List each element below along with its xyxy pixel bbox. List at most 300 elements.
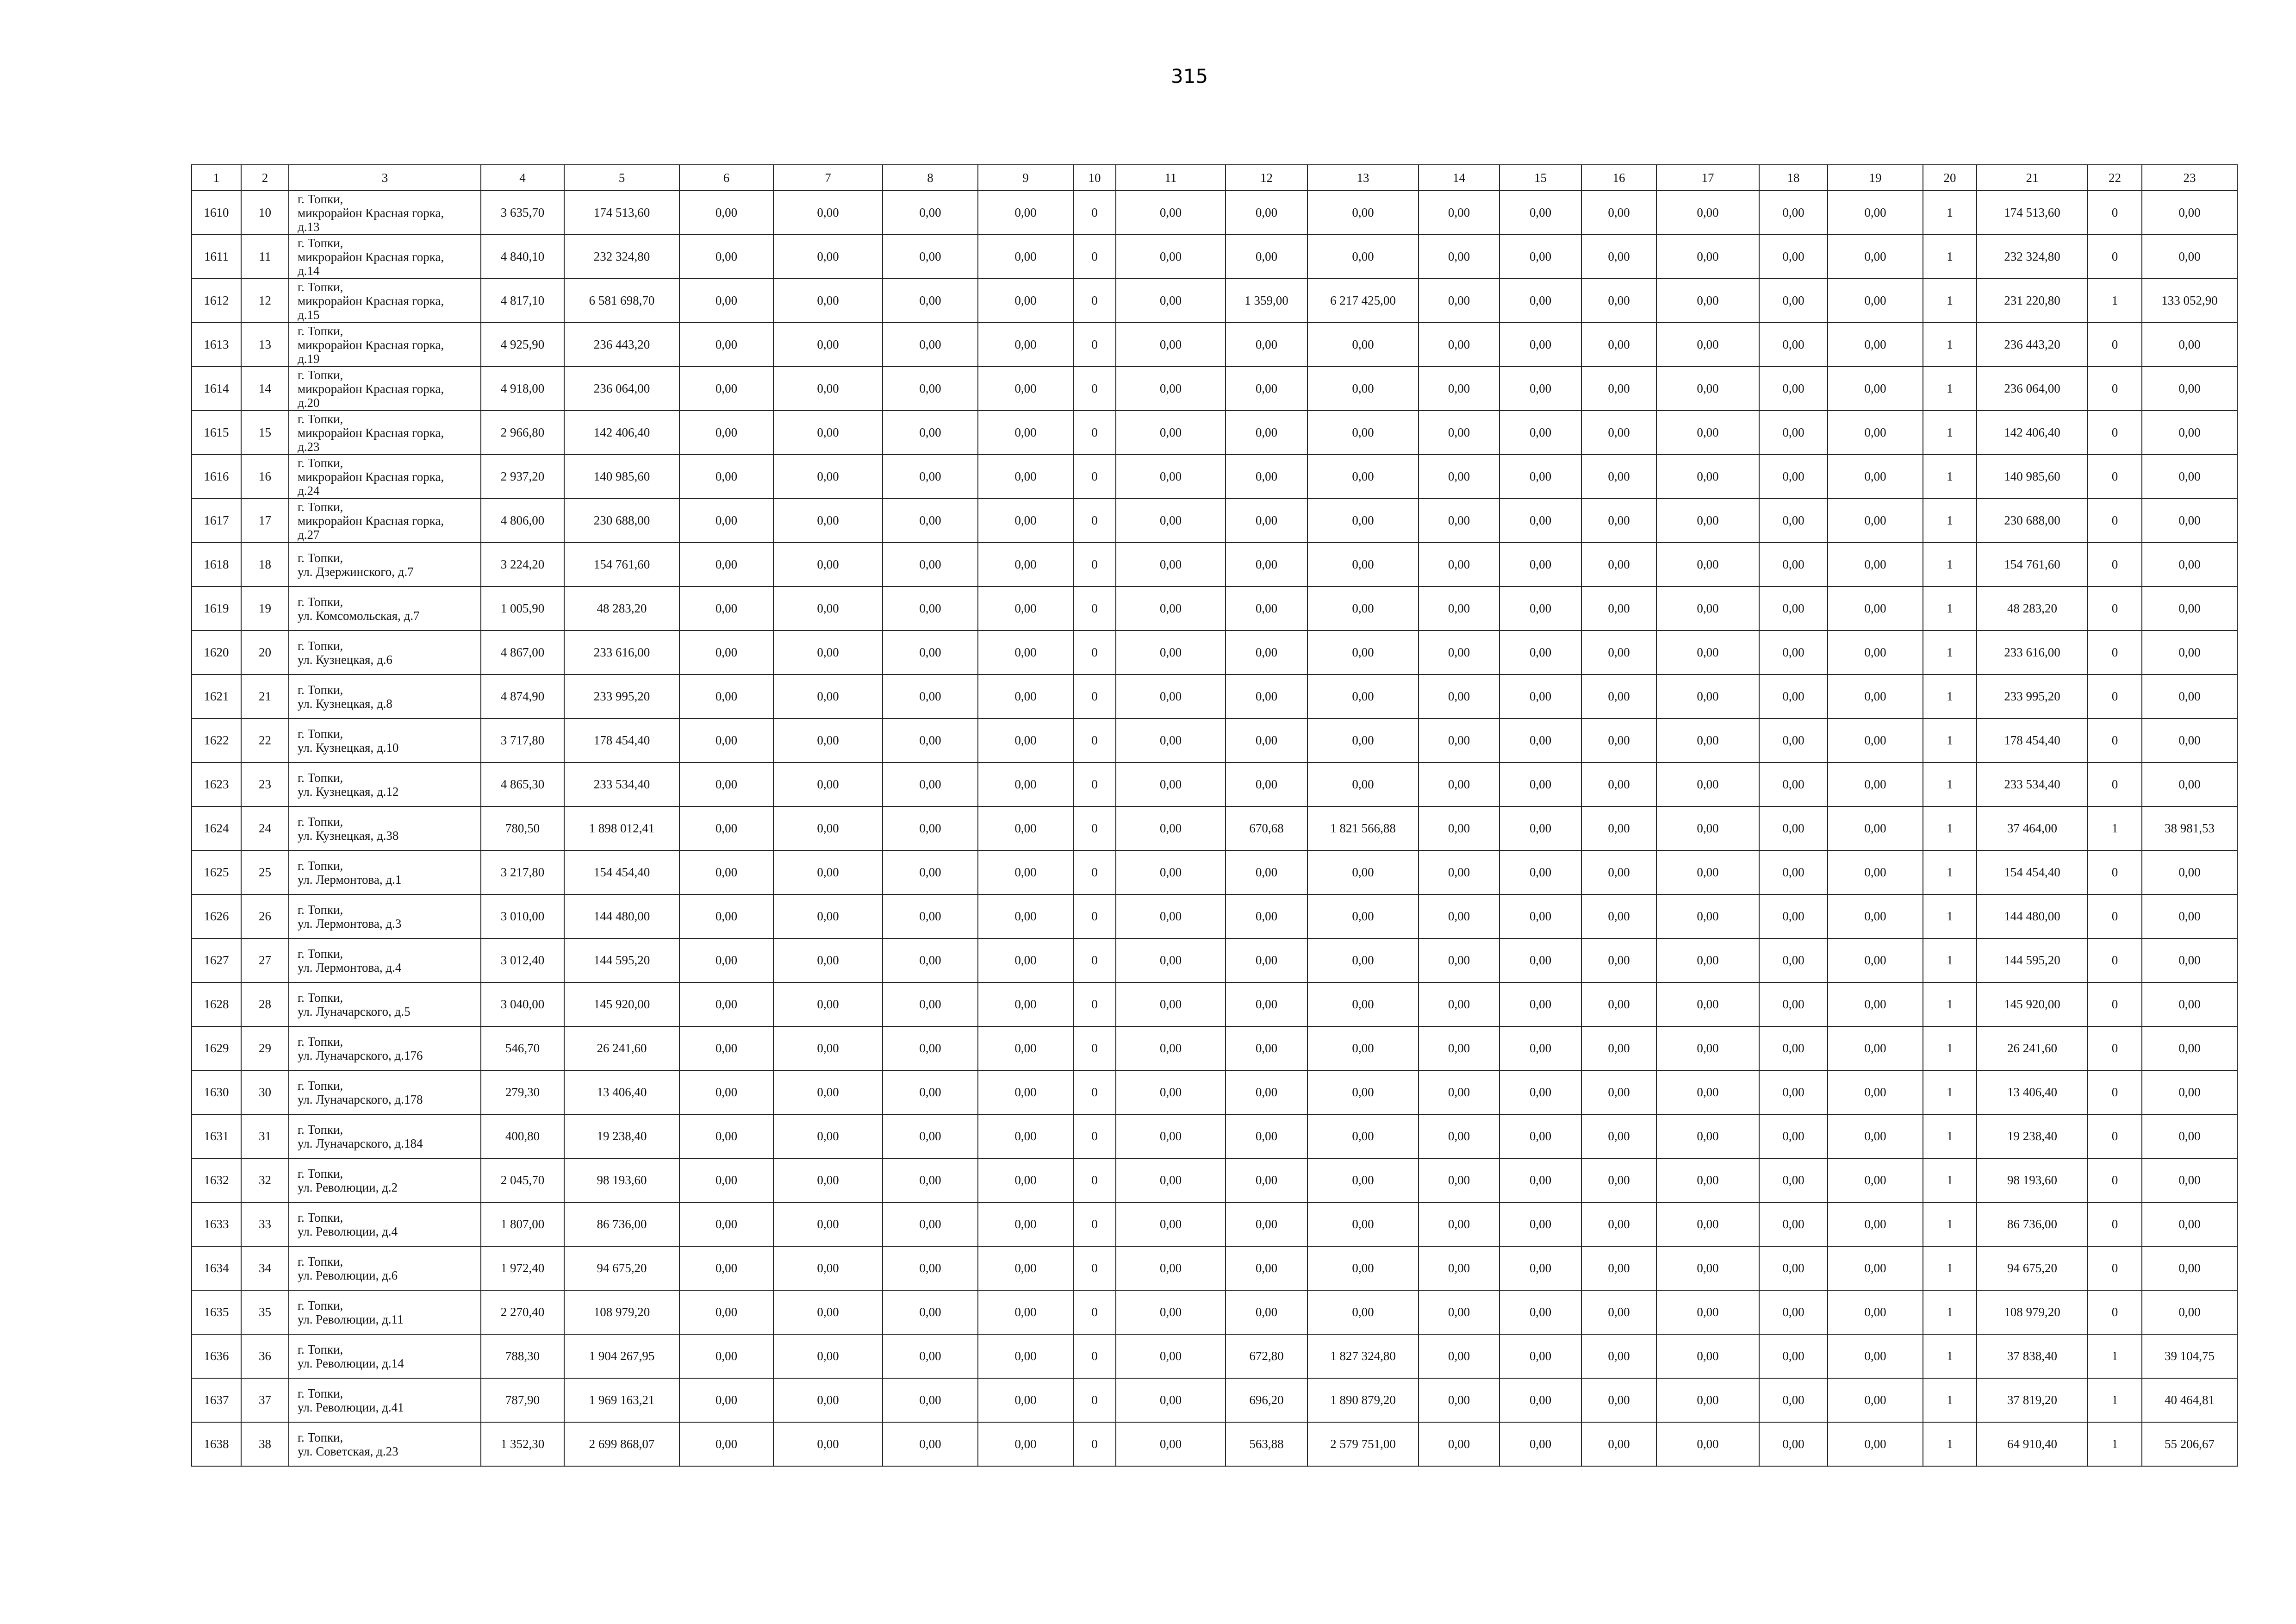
cell-c13: 1 890 879,20 [1307, 1378, 1419, 1422]
cell-c20: 1 [1923, 1378, 1977, 1422]
cell-n: 1629 [192, 1026, 241, 1070]
column-header: 6 [679, 165, 773, 191]
cell-c19: 0,00 [1828, 499, 1923, 543]
cell-c5: 98 193,60 [564, 1158, 679, 1202]
cell-c23: 55 206,67 [2142, 1422, 2237, 1466]
cell-c22: 0 [2088, 587, 2142, 631]
cell-c10: 0 [1073, 1070, 1116, 1114]
cell-c15: 0,00 [1500, 1158, 1581, 1202]
cell-c8: 0,00 [883, 279, 978, 323]
cell-c16: 0,00 [1581, 1026, 1656, 1070]
address-city: г. Топки, [298, 1034, 343, 1049]
cell-c9: 0,00 [978, 367, 1073, 411]
cell-c23: 0,00 [2142, 455, 2237, 499]
cell-k: 16 [241, 455, 289, 499]
cell-c16: 0,00 [1581, 631, 1656, 675]
cell-c20: 1 [1923, 323, 1977, 367]
cell-c7: 0,00 [773, 235, 883, 279]
cell-c5: 86 736,00 [564, 1202, 679, 1246]
cell-c13: 1 821 566,88 [1307, 806, 1419, 850]
cell-c12: 0,00 [1226, 1158, 1307, 1202]
column-header: 1 [192, 165, 241, 191]
table-row [192, 1158, 2237, 1202]
cell-c22: 0 [2088, 1114, 2142, 1158]
cell-c7: 0,00 [773, 718, 883, 762]
cell-c6: 0,00 [679, 850, 773, 894]
cell-c21: 86 736,00 [1977, 1202, 2088, 1246]
cell-c5: 233 995,20 [564, 675, 679, 718]
address-house: д.13 [298, 219, 320, 234]
cell-c4: 2 270,40 [481, 1290, 564, 1334]
cell-c21: 144 480,00 [1977, 894, 2088, 938]
cell-c4: 1 352,30 [481, 1422, 564, 1466]
cell-c21: 37 464,00 [1977, 806, 2088, 850]
cell-c15: 0,00 [1500, 1202, 1581, 1246]
address-addr: ул. Луначарского, д.184 [298, 1136, 423, 1150]
cell-n: 1612 [192, 279, 241, 323]
cell-c19: 0,00 [1828, 1290, 1923, 1334]
address-city: г. Топки, [298, 990, 343, 1005]
cell-c23: 40 464,81 [2142, 1378, 2237, 1422]
cell-c4: 787,90 [481, 1378, 564, 1422]
address-addr: ул. Лермонтова, д.3 [298, 916, 402, 931]
cell-c9: 0,00 [978, 718, 1073, 762]
cell-c10: 0 [1073, 631, 1116, 675]
cell-c21: 178 454,40 [1977, 718, 2088, 762]
cell-c23: 0,00 [2142, 718, 2237, 762]
cell-c7: 0,00 [773, 543, 883, 587]
cell-c9: 0,00 [978, 455, 1073, 499]
cell-c5: 1 969 163,21 [564, 1378, 679, 1422]
cell-c6: 0,00 [679, 894, 773, 938]
cell-c11: 0,00 [1116, 455, 1226, 499]
cell-c7: 0,00 [773, 1114, 883, 1158]
address-cell [289, 411, 481, 455]
table-row [192, 894, 2237, 938]
cell-k: 18 [241, 543, 289, 587]
table-row [192, 762, 2237, 806]
cell-k: 12 [241, 279, 289, 323]
cell-c10: 0 [1073, 1290, 1116, 1334]
cell-c9: 0,00 [978, 1334, 1073, 1378]
cell-c6: 0,00 [679, 279, 773, 323]
cell-k: 35 [241, 1290, 289, 1334]
cell-c17: 0,00 [1656, 235, 1759, 279]
address-house: д.23 [298, 439, 320, 454]
address-cell [289, 982, 481, 1026]
cell-c20: 1 [1923, 762, 1977, 806]
cell-c15: 0,00 [1500, 1114, 1581, 1158]
cell-c17: 0,00 [1656, 806, 1759, 850]
table-row [192, 455, 2237, 499]
cell-c17: 0,00 [1656, 1070, 1759, 1114]
address-addr: ул. Кузнецкая, д.38 [298, 828, 399, 843]
cell-n: 1626 [192, 894, 241, 938]
cell-c16: 0,00 [1581, 191, 1656, 235]
cell-c12: 0,00 [1226, 675, 1307, 718]
cell-c17: 0,00 [1656, 1246, 1759, 1290]
cell-c23: 0,00 [2142, 1202, 2237, 1246]
cell-c18: 0,00 [1759, 1378, 1828, 1422]
cell-k: 14 [241, 367, 289, 411]
cell-c8: 0,00 [883, 323, 978, 367]
column-header: 5 [564, 165, 679, 191]
cell-c16: 0,00 [1581, 235, 1656, 279]
cell-c10: 0 [1073, 323, 1116, 367]
cell-c19: 0,00 [1828, 806, 1923, 850]
address-addr: ул. Луначарского, д.5 [298, 1004, 411, 1018]
cell-c6: 0,00 [679, 411, 773, 455]
address-city: г. Топки, [298, 456, 343, 470]
cell-c11: 0,00 [1116, 323, 1226, 367]
cell-c9: 0,00 [978, 850, 1073, 894]
cell-c5: 13 406,40 [564, 1070, 679, 1114]
cell-c19: 0,00 [1828, 191, 1923, 235]
cell-k: 21 [241, 675, 289, 718]
cell-c20: 1 [1923, 279, 1977, 323]
cell-c19: 0,00 [1828, 1026, 1923, 1070]
cell-c5: 2 699 868,07 [564, 1422, 679, 1466]
cell-c12: 0,00 [1226, 1202, 1307, 1246]
cell-c22: 0 [2088, 235, 2142, 279]
cell-c22: 0 [2088, 1290, 2142, 1334]
cell-c15: 0,00 [1500, 631, 1581, 675]
address-cell [289, 938, 481, 982]
cell-k: 23 [241, 762, 289, 806]
cell-c8: 0,00 [883, 543, 978, 587]
cell-c17: 0,00 [1656, 982, 1759, 1026]
cell-c4: 4 918,00 [481, 367, 564, 411]
cell-c6: 0,00 [679, 367, 773, 411]
cell-c10: 0 [1073, 411, 1116, 455]
cell-c9: 0,00 [978, 1290, 1073, 1334]
cell-c20: 1 [1923, 850, 1977, 894]
table-row [192, 1070, 2237, 1114]
cell-n: 1620 [192, 631, 241, 675]
cell-c12: 0,00 [1226, 543, 1307, 587]
cell-c16: 0,00 [1581, 762, 1656, 806]
column-header: 19 [1828, 165, 1923, 191]
cell-c15: 0,00 [1500, 1070, 1581, 1114]
address-cell [289, 1334, 481, 1378]
cell-c11: 0,00 [1116, 587, 1226, 631]
cell-c22: 0 [2088, 762, 2142, 806]
address-addr: микрорайон Красная горка, [298, 337, 444, 352]
cell-c13: 0,00 [1307, 543, 1419, 587]
cell-c23: 0,00 [2142, 894, 2237, 938]
cell-c8: 0,00 [883, 718, 978, 762]
cell-c11: 0,00 [1116, 1202, 1226, 1246]
cell-c16: 0,00 [1581, 1422, 1656, 1466]
cell-c4: 4 817,10 [481, 279, 564, 323]
cell-c5: 1 898 012,41 [564, 806, 679, 850]
cell-c20: 1 [1923, 1158, 1977, 1202]
cell-c11: 0,00 [1116, 850, 1226, 894]
cell-c9: 0,00 [978, 1026, 1073, 1070]
cell-c9: 0,00 [978, 499, 1073, 543]
cell-c21: 144 595,20 [1977, 938, 2088, 982]
cell-c18: 0,00 [1759, 1114, 1828, 1158]
address-city: г. Топки, [298, 638, 343, 653]
cell-c4: 400,80 [481, 1114, 564, 1158]
column-header: 16 [1581, 165, 1656, 191]
cell-c20: 1 [1923, 806, 1977, 850]
cell-k: 26 [241, 894, 289, 938]
cell-c23: 39 104,75 [2142, 1334, 2237, 1378]
cell-c10: 0 [1073, 806, 1116, 850]
cell-c11: 0,00 [1116, 1070, 1226, 1114]
cell-n: 1611 [192, 235, 241, 279]
cell-n: 1627 [192, 938, 241, 982]
cell-c4: 1 807,00 [481, 1202, 564, 1246]
cell-c18: 0,00 [1759, 411, 1828, 455]
cell-c16: 0,00 [1581, 1202, 1656, 1246]
cell-c22: 0 [2088, 894, 2142, 938]
cell-c11: 0,00 [1116, 1422, 1226, 1466]
cell-c23: 0,00 [2142, 1290, 2237, 1334]
cell-c11: 0,00 [1116, 279, 1226, 323]
cell-c11: 0,00 [1116, 894, 1226, 938]
column-header: 8 [883, 165, 978, 191]
cell-c17: 0,00 [1656, 543, 1759, 587]
column-header: 22 [2088, 165, 2142, 191]
cell-c19: 0,00 [1828, 894, 1923, 938]
column-header: 12 [1226, 165, 1307, 191]
cell-c7: 0,00 [773, 1422, 883, 1466]
cell-c6: 0,00 [679, 543, 773, 587]
cell-k: 33 [241, 1202, 289, 1246]
cell-c14: 0,00 [1419, 894, 1500, 938]
cell-c22: 0 [2088, 718, 2142, 762]
cell-c18: 0,00 [1759, 1202, 1828, 1246]
cell-c21: 145 920,00 [1977, 982, 2088, 1026]
cell-c13: 0,00 [1307, 762, 1419, 806]
cell-c7: 0,00 [773, 587, 883, 631]
cell-c22: 1 [2088, 806, 2142, 850]
cell-c16: 0,00 [1581, 1158, 1656, 1202]
cell-c13: 0,00 [1307, 718, 1419, 762]
cell-c19: 0,00 [1828, 323, 1923, 367]
column-header: 4 [481, 165, 564, 191]
cell-c21: 231 220,80 [1977, 279, 2088, 323]
cell-c16: 0,00 [1581, 279, 1656, 323]
cell-k: 38 [241, 1422, 289, 1466]
cell-c13: 0,00 [1307, 1114, 1419, 1158]
cell-c5: 1 904 267,95 [564, 1334, 679, 1378]
cell-c11: 0,00 [1116, 1114, 1226, 1158]
cell-c14: 0,00 [1419, 1422, 1500, 1466]
cell-c15: 0,00 [1500, 1026, 1581, 1070]
cell-c15: 0,00 [1500, 367, 1581, 411]
cell-c7: 0,00 [773, 191, 883, 235]
cell-c21: 233 616,00 [1977, 631, 2088, 675]
cell-c13: 0,00 [1307, 631, 1419, 675]
cell-c14: 0,00 [1419, 455, 1500, 499]
address-house: д.19 [298, 351, 320, 366]
cell-c15: 0,00 [1500, 499, 1581, 543]
cell-c15: 0,00 [1500, 894, 1581, 938]
cell-c11: 0,00 [1116, 982, 1226, 1026]
cell-c5: 178 454,40 [564, 718, 679, 762]
address-city: г. Топки, [298, 324, 343, 338]
cell-c4: 1 005,90 [481, 587, 564, 631]
cell-c10: 0 [1073, 1422, 1116, 1466]
cell-c6: 0,00 [679, 762, 773, 806]
cell-c7: 0,00 [773, 982, 883, 1026]
cell-c8: 0,00 [883, 1070, 978, 1114]
cell-c18: 0,00 [1759, 631, 1828, 675]
cell-c6: 0,00 [679, 1246, 773, 1290]
cell-c22: 0 [2088, 1158, 2142, 1202]
cell-c12: 563,88 [1226, 1422, 1307, 1466]
cell-c23: 0,00 [2142, 675, 2237, 718]
cell-c18: 0,00 [1759, 850, 1828, 894]
address-cell [289, 323, 481, 367]
cell-n: 1616 [192, 455, 241, 499]
cell-c22: 0 [2088, 1246, 2142, 1290]
cell-c6: 0,00 [679, 1202, 773, 1246]
cell-c11: 0,00 [1116, 938, 1226, 982]
address-city: г. Топки, [298, 1078, 343, 1093]
cell-c4: 3 635,70 [481, 191, 564, 235]
cell-c4: 3 012,40 [481, 938, 564, 982]
cell-c16: 0,00 [1581, 543, 1656, 587]
cell-n: 1619 [192, 587, 241, 631]
cell-c13: 0,00 [1307, 1246, 1419, 1290]
cell-c20: 1 [1923, 1290, 1977, 1334]
cell-c7: 0,00 [773, 323, 883, 367]
cell-c20: 1 [1923, 938, 1977, 982]
cell-c23: 0,00 [2142, 1246, 2237, 1290]
cell-c10: 0 [1073, 367, 1116, 411]
cell-c7: 0,00 [773, 455, 883, 499]
table-body [192, 191, 2237, 1466]
cell-c18: 0,00 [1759, 894, 1828, 938]
header-row [192, 165, 2237, 191]
cell-c10: 0 [1073, 982, 1116, 1026]
cell-c20: 1 [1923, 631, 1977, 675]
address-addr: ул. Комсомольская, д.7 [298, 608, 420, 623]
address-addr: микрорайон Красная горка, [298, 294, 444, 308]
cell-c9: 0,00 [978, 762, 1073, 806]
cell-c17: 0,00 [1656, 499, 1759, 543]
cell-c5: 174 513,60 [564, 191, 679, 235]
cell-c20: 1 [1923, 543, 1977, 587]
cell-c21: 236 064,00 [1977, 367, 2088, 411]
cell-k: 34 [241, 1246, 289, 1290]
cell-c11: 0,00 [1116, 675, 1226, 718]
address-cell [289, 499, 481, 543]
table-row [192, 718, 2237, 762]
cell-c21: 48 283,20 [1977, 587, 2088, 631]
cell-c19: 0,00 [1828, 1114, 1923, 1158]
cell-c19: 0,00 [1828, 1378, 1923, 1422]
cell-c12: 0,00 [1226, 762, 1307, 806]
cell-c11: 0,00 [1116, 1290, 1226, 1334]
table-row [192, 1202, 2237, 1246]
cell-c10: 0 [1073, 894, 1116, 938]
cell-c10: 0 [1073, 718, 1116, 762]
cell-c9: 0,00 [978, 543, 1073, 587]
cell-c14: 0,00 [1419, 1114, 1500, 1158]
cell-c15: 0,00 [1500, 411, 1581, 455]
address-house: д.27 [298, 527, 320, 542]
table-row [192, 631, 2237, 675]
cell-c20: 1 [1923, 411, 1977, 455]
table-row [192, 499, 2237, 543]
cell-c21: 233 995,20 [1977, 675, 2088, 718]
cell-c4: 3 224,20 [481, 543, 564, 587]
cell-c19: 0,00 [1828, 1202, 1923, 1246]
table-row [192, 982, 2237, 1026]
cell-c9: 0,00 [978, 323, 1073, 367]
cell-c16: 0,00 [1581, 894, 1656, 938]
cell-c17: 0,00 [1656, 1422, 1759, 1466]
address-addr: микрорайон Красная горка, [298, 469, 444, 484]
cell-c13: 0,00 [1307, 894, 1419, 938]
cell-c10: 0 [1073, 455, 1116, 499]
cell-n: 1613 [192, 323, 241, 367]
cell-c7: 0,00 [773, 367, 883, 411]
cell-c9: 0,00 [978, 279, 1073, 323]
cell-c20: 1 [1923, 1202, 1977, 1246]
cell-c5: 145 920,00 [564, 982, 679, 1026]
cell-c12: 0,00 [1226, 850, 1307, 894]
cell-c19: 0,00 [1828, 1158, 1923, 1202]
cell-c7: 0,00 [773, 1290, 883, 1334]
cell-n: 1635 [192, 1290, 241, 1334]
cell-c7: 0,00 [773, 279, 883, 323]
cell-n: 1624 [192, 806, 241, 850]
cell-c4: 4 865,30 [481, 762, 564, 806]
cell-c19: 0,00 [1828, 762, 1923, 806]
column-header: 9 [978, 165, 1073, 191]
cell-c13: 0,00 [1307, 499, 1419, 543]
cell-c16: 0,00 [1581, 587, 1656, 631]
cell-c18: 0,00 [1759, 982, 1828, 1026]
address-addr: ул. Революции, д.6 [298, 1268, 398, 1282]
address-cell [289, 1070, 481, 1114]
address-addr: ул. Революции, д.2 [298, 1180, 398, 1194]
cell-c19: 0,00 [1828, 367, 1923, 411]
cell-c16: 0,00 [1581, 718, 1656, 762]
cell-c12: 0,00 [1226, 411, 1307, 455]
address-cell [289, 367, 481, 411]
cell-n: 1630 [192, 1070, 241, 1114]
cell-c5: 142 406,40 [564, 411, 679, 455]
cell-c4: 279,30 [481, 1070, 564, 1114]
cell-c8: 0,00 [883, 850, 978, 894]
cell-c17: 0,00 [1656, 411, 1759, 455]
cell-c13: 0,00 [1307, 235, 1419, 279]
cell-c19: 0,00 [1828, 411, 1923, 455]
cell-c15: 0,00 [1500, 762, 1581, 806]
column-header: 14 [1419, 165, 1500, 191]
cell-c20: 1 [1923, 894, 1977, 938]
cell-c8: 0,00 [883, 1202, 978, 1246]
cell-c15: 0,00 [1500, 982, 1581, 1026]
cell-c14: 0,00 [1419, 631, 1500, 675]
cell-c22: 0 [2088, 323, 2142, 367]
cell-c20: 1 [1923, 191, 1977, 235]
cell-c4: 546,70 [481, 1026, 564, 1070]
cell-c14: 0,00 [1419, 938, 1500, 982]
cell-c11: 0,00 [1116, 762, 1226, 806]
cell-c21: 230 688,00 [1977, 499, 2088, 543]
cell-c17: 0,00 [1656, 191, 1759, 235]
cell-c14: 0,00 [1419, 1378, 1500, 1422]
address-cell [289, 279, 481, 323]
